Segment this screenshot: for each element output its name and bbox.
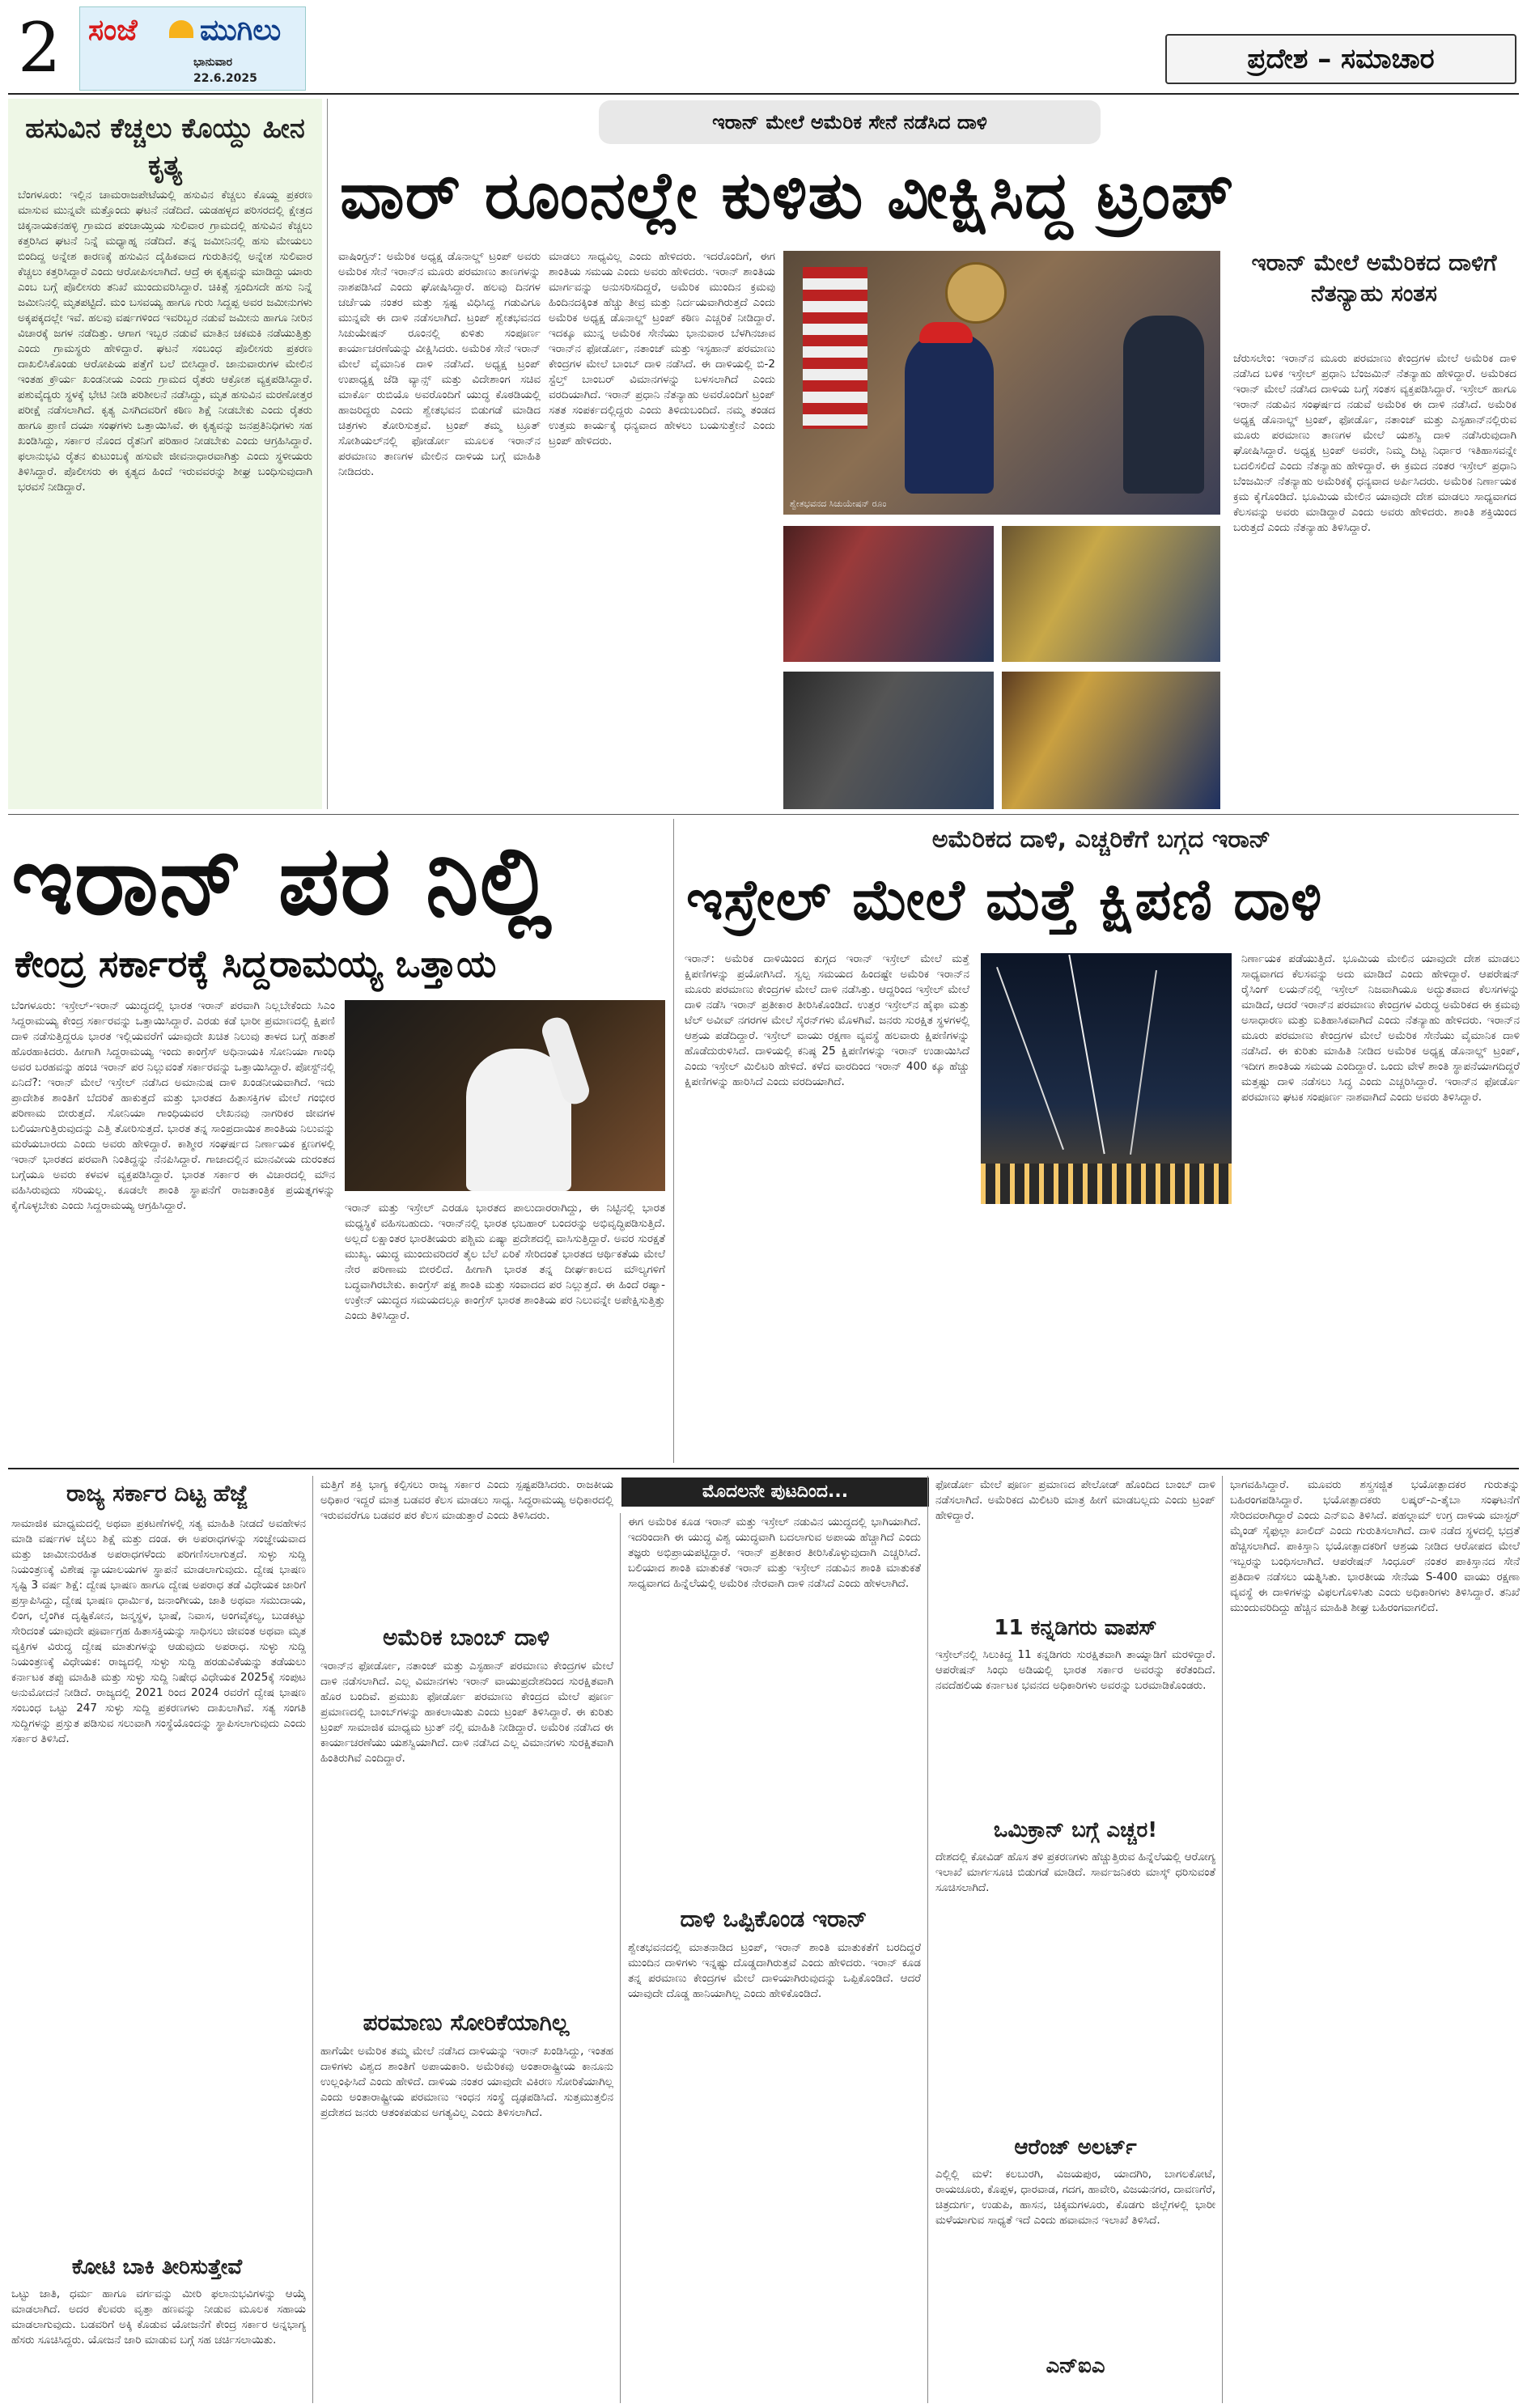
missile-trail <box>1130 970 1157 1155</box>
israel-story-body-1: ಇರಾನ್: ಅಮೆರಿಕ ದಾಳಿಯಿಂದ ಕುಗ್ಗದ ಇರಾನ್ ಇಸ್ರೇಲ್ ಮೇಲೆ ಮತ್ತೆ ಕ್ಷಿಪಣಿಗಳನ್ನು ಪ್ರಯೋಗಿಸಿದೆ. ಸ್ವಲ್ಪ ಸಮಯದ ಹಿಂದಷ್ಟೇ ಅಮೆರಿಕ ಇರಾನ್‌ನ ಮೂರು ಪರಮಾಣು ಕೇಂದ್ರಗಳ ಮೇಲೆ ದಾಳಿ ನಡೆಸಿತ್ತು. ಆದ್ದರಿಂದ ಇಸ್ರೇಲ್ ಮೇಲೆ ದಾಳಿ ನಡೆಸಿ ಇರಾನ್ ಪ್ರತೀಕಾರ ತೀರಿಸಿಕೊಂಡಿದೆ. ಉತ್ತರ ಇಸ್ರೇಲ್‌ನ ಹೈಫಾ ಮತ್ತು ಟೆಲ್ ಅವೀವ್ ನಗರಗಳ ಮೇಲೆ ಸೈರನ್‌ಗಳು ಮೊಳಗಿವೆ. ಜನರು ಸುರಕ್ಷಿತ ಸ್ಥಳಗಳಲ್ಲಿ ಆಶ್ರಯ ಪಡೆದಿದ್ದಾರೆ. ಇಸ್ರೇಲ್ ವಾಯು ರಕ್ಷಣಾ ವ್ಯವಸ್ಥೆ ಹಲವಾರು ಕ್ಷಿಪಣಿಗಳನ್ನು ಹೊಡೆದುರುಳಿಸಿದೆ. ದಾಳಿಯಲ್ಲಿ ಕನಿಷ್ಠ 25 ಕ್ಷಿಪಣಿಗಳನ್ನು ಇರಾನ್ ಉಡಾಯಿಸಿದೆ ಎಂದು ಇಸ್ರೇಲ್ ಮಿಲಿಟರಿ ಹೇಳಿದೆ. ಕಳೆದ ವಾರದಿಂದ ಇರಾನ್ 400 ಕ್ಕೂ ಹೆಚ್ಚು ಕ್ಷಿಪಣಿಗಳನ್ನು ಹಾರಿಸಿದೆ ಎಂದು ವರದಿಯಾಗಿದೆ. <box>685 952 969 1088</box>
missile-trail <box>996 967 1064 1150</box>
left-story-title: ಹಸುವಿನ ಕೆಚ್ಚಲು ಕೊಯ್ದು ಹೀನ ಕೃತ್ಯ <box>25 112 305 182</box>
masthead-day: ಭಾನುವಾರ <box>193 56 233 69</box>
top-story-kicker: ಇರಾನ್ ಮೇಲೆ ಅಮೆರಿಕ ಸೇನೆ ನಡೆಸಿದ ದಾಳಿ <box>599 100 1101 144</box>
iran-story-subheadline: ಕೇಂದ್ರ ಸರ್ಕಾರಕ್ಕೆ ಸಿದ್ದರಾಮಯ್ಯ ಒತ್ತಾಯ <box>15 942 497 986</box>
bottom-col4-title: 11 ಕನ್ನಡಿಗರು ವಾಪಸ್ <box>994 1616 1157 1640</box>
seal-graphic <box>945 262 1007 324</box>
divider <box>327 99 328 809</box>
siddaramaiah-photo <box>345 1000 665 1191</box>
iran-story-lead: ಬೆಂಗಳೂರು: ಇಸ್ರೇಲ್-ಇರಾನ್ ಯುದ್ಧದಲ್ಲಿ ಭಾರತ ಇರಾನ್ ಪರವಾಗಿ ನಿಲ್ಲಬೇಕೆಂದು ಸಿಎಂ ಸಿದ್ದರಾಮಯ್ಯ ಕೇಂದ್ರ ಸರ್ಕಾರವನ್ನು ಒತ್ತಾಯಿಸಿದ್ದಾರೆ. ಎರಡು ಕಡೆ ಭಾರೀ ಪ್ರಮಾಣದಲ್ಲಿ ಕ್ಷಿಪಣಿ ದಾಳಿ ನಡೆಸುತ್ತಿದ್ದರೂ ಭಾರತ ಇಲ್ಲಿಯವರೆಗೆ ಯಾವುದೇ ಖಚಿತ ನಿಲುವು ತಾಳದ ಬಗ್ಗೆ ಹತಾಶೆ ಹೊರಹಾಕಿದರು. ಹೀಗಾಗಿ ಸಿದ್ದರಾಮಯ್ಯ ಇಂದು ಕಾಂಗ್ರೆಸ್ ಅಧಿನಾಯಕಿ ಸೋನಿಯಾ ಗಾಂಧಿ ಅವರ ಬರಹವನ್ನು ಹಂಚಿ ಇರಾನ್ ಪರ ನಿಲ್ಲುವಂತೆ ಸರ್ಕಾರವನ್ನು ಒತ್ತಾಯಿಸಿದ್ದಾರೆ. ಪೋಸ್ಟ್‌ನಲ್ಲಿ ಏನಿದೆ?: ಇರಾನ್ ಮೇಲೆ ಇಸ್ರೇಲ್ ನಡೆಸಿದ ಅಮಾನುಷ ದಾಳಿ ಖಂಡನೀಯವಾಗಿದೆ. ಇದು ಪ್ರಾದೇಶಿಕ ಶಾಂತಿಗೆ ಬೆದರಿಕೆ ಹಾಕುತ್ತದೆ ಮತ್ತು ಭಾರತದ ಹಿತಾಸಕ್ತಿಗಳ ಮೇಲೆ ಗಂಭೀರ ಪರಿಣಾಮ ಬೀರುತ್ತದೆ. ಸೋನಿಯಾ ಗಾಂಧಿಯವರ ಲೇಖನವು ನಾಗರಿಕರ ಜೀವಗಳ ಬಲಿಯಾಗುತ್ತಿರುವುದನ್ನು ಎತ್ತಿ ತೋರಿಸುತ್ತದೆ. ಭಾರತ ತನ್ನ ಸಾಂಪ್ರದಾಯಿಕ ಶಾಂತಿಯ ನಿಲುವನ್ನು ಮರೆಯಬಾರದು ಎಂದು ಅವರು ಹೇಳಿದ್ದಾರೆ. ಕಾಶ್ಮೀರ ಸಂಘರ್ಷದ ನಿರ್ಣಾಯಕ ಕ್ಷಣಗಳಲ್ಲಿ ಇರಾನ್ ಭಾರತದ ಪರವಾಗಿ ನಿಂತಿದ್ದನ್ನು ನೆನಪಿಸಿದ್ದಾರೆ. ಗಾಜಾದಲ್ಲಿನ ಮಾನವೀಯ ದುರಂತದ ಬಗ್ಗೆಯೂ ಅವರು ಕಳವಳ ವ್ಯಕ್ತಪಡಿಸಿದ್ದಾರೆ. ಭಾರತ ಸರ್ಕಾರ ಈ ವಿಚಾರದಲ್ಲಿ ಮೌನ ವಹಿಸಿರುವುದು ಸರಿಯಲ್ಲ. ಕೂಡಲೇ ಶಾಂತಿ ಸ್ಥಾಪನೆಗೆ ರಾಜತಾಂತ್ರಿಕ ಪ್ರಯತ್ನಗಳನ್ನು ಕೈಗೊಳ್ಳಬೇಕು ಎಂದು ಸಿದ್ದರಾಮಯ್ಯ ಆಗ್ರಹಿಸಿದ್ದಾರೆ. <box>11 999 335 1212</box>
bottom-col2-top: ಮತ್ತಿಗೆ ಶಕ್ತಿ ಭಾಗ್ಯ ಕಲ್ಪಿಸಲು ರಾಜ್ಯ ಸರ್ಕಾರ ಎಂದು ಸ್ಪಷ್ಟಪಡಿಸಿದರು. ರಾಜಕೀಯ ಅಧಿಕಾರ ಇದ್ದರೆ ಮಾತ್ರ ಬಡವರ ಕೆಲಸ ಮಾಡಲು ಸಾಧ್ಯ. ಸಿದ್ಧರಾಮಯ್ಯ ಅಧಿಕಾರದಲ್ಲಿ ಇರುವವರೆಗೂ ಬಡವರ ಪರ ಕೆಲಸ ಮಾಡುತ್ತಾರೆ ಎಂದು ತಿಳಿಸಿದರು. <box>320 1478 613 1522</box>
israel-story-headline: ಇಸ್ರೇಲ್ ಮೇಲೆ ಮತ್ತೆ ಕ್ಷಿಪಣಿ ದಾಳಿ <box>686 867 1323 933</box>
section-label: ಪ್ರದೇಶ – ಸಮಾಚಾರ <box>1165 34 1516 84</box>
photo-officials-2 <box>1002 526 1220 662</box>
red-cap-figure <box>905 332 994 494</box>
section-rule-1 <box>8 814 1519 815</box>
missile-trail <box>1068 955 1105 1155</box>
bottom-col4-title-4: ಎನ್‌ಐಎ <box>1046 2354 1105 2378</box>
bottom-col1-body: ಸಾಮಾಜಿಕ ಮಾಧ್ಯಮದಲ್ಲಿ ಅಥವಾ ಪ್ರಕಟಣೆಗಳಲ್ಲಿ ಸತ್ಯ ಮಾಹಿತಿ ನೀಡದೆ ಅವಹೇಳನ ಮಾಡಿ ವರ್ಷಗಳ ಜೈಲು ಶಿಕ್ಷೆ ಮತ್ತು ದಂಡ. ಈ ಅಪರಾಧಗಳನ್ನು ಸಂಜ್ಞೇಯವಾದ ಮತ್ತು ಜಾಮೀನುರಹಿತ ಅಪರಾಧಗಳೆಂದು ಪರಿಗಣಿಸಲಾಗುತ್ತದೆ. ಸುಳ್ಳು ಸುದ್ದಿ ನಿಯಂತ್ರಣಕ್ಕೆ ವಿಶೇಷ ನ್ಯಾಯಾಲಯಗಳ ಸ್ಥಾಪನೆ ಮಾಡಲಾಗುವುದು. ದ್ವೇಷ ಭಾಷಣ ಸೃಷ್ಟಿ 3 ವರ್ಷ ಶಿಕ್ಷೆ: ದ್ವೇಷ ಭಾಷಣ ಹಾಗೂ ದ್ವೇಷ ಅಪರಾಧ ತಡೆ ವಿಧೇಯಕ ಜಾರಿಗೆ ಪ್ರಸ್ತಾಪಿಸಿದ್ದು, ದ್ವೇಷ ಭಾಷಣ ಧಾರ್ಮಿಕ, ಜನಾಂಗೀಯ, ಜಾತಿ ಅಥವಾ ಸಮುದಾಯ, ಲಿಂಗ, ಲೈಂಗಿಕ ದೃಷ್ಟಿಕೋನ, ಜನ್ಮಸ್ಥಳ, ಭಾಷೆ, ನಿವಾಸ, ಅಂಗವೈಕಲ್ಯ, ಬುಡಕಟ್ಟು ಸೇರಿದಂತೆ ಯಾವುದೇ ಪೂರ್ವಾಗ್ರಹ ಹಿತಾಸಕ್ತಿಯನ್ನು ಸಾಧಿಸಲು ಜೀವಂತ ಅಥವಾ ಮೃತ ವ್ಯಕ್ತಿಗಳ ವಿರುದ್ಧ ದ್ವೇಷ ಮಾತುಗಳನ್ನು ಆಡುವುದು ಅಪರಾಧ. ಸುಳ್ಳು ಸುದ್ದಿ ನಿಯಂತ್ರಣಕ್ಕೆ ವಿಧೇಯಕ: ರಾಜ್ಯದಲ್ಲಿ ಸುಳ್ಳು ಸುದ್ದಿ ಹರಡುವಿಕೆಯನ್ನು ತಡೆಯಲು ಕರ್ನಾಟಕ ತಪ್ಪು ಮಾಹಿತಿ ಮತ್ತು ಸುಳ್ಳು ಸುದ್ದಿ ನಿಷೇಧ ವಿಧೇಯಕ 2025ಕ್ಕೆ ಸಂಪುಟ ಅನುಮೋದನೆ ನೀಡಿದೆ. ರಾಜ್ಯದಲ್ಲಿ 2021 ರಿಂದ 2024 ರವರೆಗೆ ದ್ವೇಷ ಭಾಷಣ ಸಂಬಂಧ ಒಟ್ಟು 247 ಸುಳ್ಳು ಸುದ್ದಿ ಪ್ರಕರಣಗಳು ದಾಖಲಾಗಿವೆ. ಸತ್ಯ ಸಂಗತಿ ಸುದ್ದಿಗಳನ್ನು ಪ್ರಸ್ತುತ ಪಡಿಸುವ ಸಲುವಾಗಿ ಸಂಸ್ಥೆಯೊಂದನ್ನು ಸ್ಥಾಪಿಸಲಾಗುವುದು ಎಂದು ಸರ್ಕಾರ ತಿಳಿಸಿದೆ. <box>11 1517 306 1745</box>
bottom-col4-body-4: ಎಲ್ಲಿಲ್ಲಿ ಮಳೆ: ಕಲಬುರಗಿ, ವಿಜಯಪುರ, ಯಾದಗಿರಿ, ಬಾಗಲಕೋಟೆ, ರಾಯಚೂರು, ಕೊಪ್ಪಳ, ಧಾರವಾಡ, ಗದಗ, ಹಾವೇರಿ, ವಿಜಯನಗರ, ದಾವಣಗೆರೆ, ಚಿತ್ರದುರ್ಗ, ಉಡುಪಿ, ಹಾಸನ, ಚಿಕ್ಕಮಗಳೂರು, ಕೊಡಗು ಜಿಲ್ಲೆಗಳಲ್ಲಿ ಭಾರೀ ಮಳೆಯಾಗುವ ಸಾಧ್ಯತೆ ಇದೆ ಎಂದು ಹವಾಮಾನ ಇಲಾಖೆ ತಿಳಿಸಿದೆ. <box>935 2168 1215 2227</box>
logo-word-1: ಸಂಜೆ <box>88 14 138 47</box>
bottom-col4-body-2: ಇಸ್ರೇಲ್‌ನಲ್ಲಿ ಸಿಲುಕಿದ್ದ 11 ಕನ್ನಡಿಗರು ಸುರಕ್ಷಿತವಾಗಿ ತಾಯ್ನಾಡಿಗೆ ಮರಳಿದ್ದಾರೆ. ಆಪರೇಷನ್ ಸಿಂಧು ಅಡಿಯಲ್ಲಿ ಭಾರತ ಸರ್ಕಾರ ಅವರನ್ನು ಕರೆತಂದಿದೆ. ನವದೆಹಲಿಯ ಕರ್ನಾಟಕ ಭವನದ ಅಧಿಕಾರಿಗಳು ಅವರನ್ನು ಬರಮಾಡಿಕೊಂಡರು. <box>935 1648 1215 1692</box>
side-box-title: ಇರಾನ್ ಮೇಲೆ ಅಮೆರಿಕದ ದಾಳಿಗೆ ನೆತನ್ಯಾಹು ಸಂತಸ <box>1251 249 1497 307</box>
bottom-col4-title-3: ಆರೆಂಜ್ ಅಲರ್ಟ್ <box>1014 2135 1137 2160</box>
war-room-caption: ಶ್ವೇತಭವನದ ಸಿಚುಯೇಷನ್ ರೂಂ <box>790 498 887 509</box>
city-skyline <box>981 1164 1232 1204</box>
iran-story-headline: ಇರಾನ್ ಪರ ನಿಲ್ಲಿ <box>11 825 553 936</box>
israel-story-col-2: ನಿರ್ಣಾಯಕ ಪಡೆಯುತ್ತಿದೆ. ಭೂಮಿಯ ಮೇಲಿನ ಯಾವುದೇ ದೇಶ ಮಾಡಲು ಸಾಧ್ಯವಾಗದ ಕೆಲಸವನ್ನು ಅದು ಮಾಡಿದೆ ಎಂದು ಹೇಳಿದ್ದಾರೆ. ಆಪರೇಷನ್ ರೈಸಿಂಗ್ ಲಯನ್‌ನಲ್ಲಿ ಇಸ್ರೇಲ್ ನಿಜವಾಗಿಯೂ ಅದ್ಭುತವಾದ ಕೆಲಸಗಳನ್ನು ಮಾಡಿದೆ, ಆದರೆ ಇರಾನ್‌ನ ಪರಮಾಣು ಕೇಂದ್ರಗಳ ವಿರುದ್ಧ ಅಮೆರಿಕದ ಈ ಕ್ರಮವು ಅಸಾಧಾರಣ ಮತ್ತು ಐತಿಹಾಸಿಕವಾಗಿದೆ ಎಂದು ನೆತನ್ಯಾಹು ಹೇಳಿದರು. ಇರಾನ್‌ನ ಮೂರು ಪರಮಾಣು ಕೇಂದ್ರಗಳ ಮೇಲೆ ಅಮೆರಿಕ ಸೇನೆಯು ವೈಮಾನಿಕ ದಾಳಿ ನಡೆಸಿದೆ. ಈ ಕುರಿತು ಮಾಹಿತಿ ನೀಡಿದ ಅಮೆರಿಕ ಅಧ್ಯಕ್ಷ ಡೊನಾಲ್ಡ್ ಟ್ರಂಪ್, ಇದೀಗ ಶಾಂತಿಯ ಸಮಯ ಎಂದಿದ್ದಾರೆ. ಒಂದು ವೇಳೆ ಶಾಂತಿ ಸ್ಥಾಪನೆಯಾಗದಿದ್ದರೆ ಮತ್ತಷ್ಟು ದಾಳಿ ನಡೆಸಲು ಸಿದ್ಧ ಎಂದು ಎಚ್ಚರಿಸಿದ್ದಾರೆ. ಇರಾನ್‌ನ ಫೋರ್ಡೊ ಪರಮಾಣು ಘಟಕ ಸಂಪೂರ್ಣ ನಾಶವಾಗಿದೆ ಎಂದು ಅವರು ತಿಳಿಸಿದ್ದಾರೆ. <box>1241 952 1520 1104</box>
bottom-col5-body: ಭಾಗವಹಿಸಿದ್ದಾರೆ. ಮೂವರು ಶಸ್ತ್ರಸಜ್ಜಿತ ಭಯೋತ್ಪಾದಕರ ಗುರುತನ್ನು ಬಹಿರಂಗಪಡಿಸಿದ್ದಾರೆ. ಭಯೋತ್ಪಾದಕರು ಲಷ್ಕರ್-ಎ-ತೈಬಾ ಸಂಘಟನೆಗೆ ಸೇರಿದವರಾಗಿದ್ದಾರೆ ಎಂದು ಎನ್‌ಐಎ ತಿಳಿಸಿದೆ. ಪಹಲ್ಗಾಮ್ ಉಗ್ರ ದಾಳಿಯ ಮಾಸ್ಟರ್ ಮೈಂಡ್ ಸೈಫುಲ್ಲಾ ಖಾಲಿದ್ ಎಂದು ಗುರುತಿಸಲಾಗಿದೆ. ದಾಳಿ ನಡೆದ ಸ್ಥಳದಲ್ಲಿ ಭದ್ರತೆ ಹೆಚ್ಚಿಸಲಾಗಿದೆ. ಪಾಕಿಸ್ತಾನಿ ಭಯೋತ್ಪಾದಕರಿಗೆ ಆಶ್ರಯ ನೀಡಿದ ಆರೋಪದ ಮೇಲೆ ಇಬ್ಬರನ್ನು ಬಂಧಿಸಲಾಗಿದೆ. ಆಪರೇಷನ್ ಸಿಂಧೂರ್ ನಂತರ ಪಾಕಿಸ್ತಾನದ ಸೇನೆ ಪ್ರತಿದಾಳಿ ನಡೆಸಲು ಯತ್ನಿಸಿತು. ಭಾರತೀಯ ಸೇನೆಯ S-400 ವಾಯು ರಕ್ಷಣಾ ವ್ಯವಸ್ಥೆ ಈ ದಾಳಿಗಳನ್ನು ವಿಫಲಗೊಳಿಸಿತು ಎಂದು ಅಧಿಕಾರಿಗಳು ತಿಳಿಸಿದ್ದಾರೆ. ತನಿಖೆ ಮುಂದುವರಿದಿದ್ದು ಹೆಚ್ಚಿನ ಮಾಹಿತಿ ಶೀಘ್ರ ಬಹಿರಂಗವಾಗಲಿದೆ. <box>1230 1478 1520 1614</box>
bottom-col2-title-2: ಪರಮಾಣು ಸೋರಿಕೆಯಾಗಿಲ್ಲ <box>363 2009 570 2036</box>
masthead-date: 22.6.2025 <box>193 72 257 85</box>
sun-icon <box>169 20 193 38</box>
divider <box>312 1476 313 2403</box>
left-story-body: ಬೆಂಗಳೂರು: ಇಲ್ಲಿನ ಚಾಮರಾಜಪೇಟೆಯಲ್ಲಿ ಹಸುವಿನ ಕೆಚ್ಚಲು ಕೊಯ್ದ ಪ್ರಕರಣ ಮಾಸುವ ಮುನ್ನವೇ ಮತ್ತೊಂದು ಘಟನೆ ನಡೆದಿದೆ. ಯಡಹಳ್ಳದ ಪರಿಸರದಲ್ಲಿ ಕ್ಷೇತ್ರದ ಚಿಕ್ಕನಾಯಕನಹಳ್ಳಿ ಗ್ರಾಮದ ಪಂಚಾಯ್ತಿಯ ಸುಲಿವಾರ ಗ್ರಾಮದಲ್ಲಿ ಹಸುವಿನ ಕೆಚ್ಚಲು ಕತ್ತರಿಸಿದ ಘಟನೆ ನಿನ್ನೆ ಮಧ್ಯಾಹ್ನ ನಡೆದಿದೆ. ತನ್ನ ಜಮೀನಿನಲ್ಲಿ ಹಸು ಮೇಯಲು ಬಿಂದಿದ್ದ ಅನ್ನೇಶ ಕಾರಣಕ್ಕೆ ಹಸುವಿನ ದೈಹಿಕವಾದ ಗುರುತಿನಲ್ಲಿ ಅನ್ನೇಶ ಸುಲಿವಾರ ಕೆಚ್ಚಲು ಕತ್ತರಿಸಿದ್ದಾರೆ ಎಂದು ಆರೋಪಿಸಲಾಗಿದೆ. ಆದ್ರೆ ಈ ಕೃತ್ಯವನ್ನು ಮಾಡಿದ್ದು ಯಾರು ಎಂಬ ಬಗ್ಗೆ ಪೊಲೀಸರು ತನಿಖೆ ಮುಂದುವರಿಸಿದ್ದಾರೆ. ಚಿಕಿತ್ಸೆ ಸ್ಪಂದಿಸದೇ ಹಸು ನಿನ್ನೆ ಜಮೀನಿನಲ್ಲಿ ಮೃತಪಟ್ಟಿದೆ. ಮಂ ಬಸವಯ್ಯ ಹಾಗೂ ಗುರು ಸಿದ್ದಪ್ಪ ಅವರ ಜಮೀನುಗಳು ಅಕ್ಕಪಕ್ಕದಲ್ಲೇ ಇವೆ. ಹಲವು ವರ್ಷಗಳಿಂದ ಇವರಿಬ್ಬರ ನಡುವೆ ಜಮೀನು ಹಾಗೂ ನೀರಿನ ವಿಚಾರಕ್ಕೆ ಜಗಳ ನಡೆದಿತ್ತು. ಆಗಾಗ ಇಬ್ಬರ ನಡುವೆ ಮಾತಿನ ಚಕಮಕಿ ನಡೆಯುತ್ತಿತ್ತು ಎಂದು ಗ್ರಾಮಸ್ಥರು ಹೇಳಿದ್ದಾರೆ. ಘಟನೆ ಸಂಬಂಧ ಪೊಲೀಸರು ಪ್ರಕರಣ ದಾಖಲಿಸಿಕೊಂಡು ಆರೋಪಿಯ ಪತ್ತೆಗೆ ಬಲೆ ಬೀಸಿದ್ದಾರೆ. ಜಾನುವಾರುಗಳ ಮೇಲಿನ ಇಂತಹ ಕ್ರೌರ್ಯ ಖಂಡನೀಯ ಎಂದು ಗ್ರಾಮದ ರೈತರು ಆಕ್ರೋಶ ವ್ಯಕ್ತಪಡಿಸಿದ್ದಾರೆ. ಪಶುವೈದ್ಯರು ಸ್ಥಳಕ್ಕೆ ಭೇಟಿ ನೀಡಿ ಪರಿಶೀಲನೆ ನಡೆಸಿದ್ದು, ಮೃತ ಹಸುವಿನ ಮರಣೋತ್ತರ ಪರೀಕ್ಷೆ ನಡೆಸಲಾಗಿದೆ. ಕೃತ್ಯ ಎಸಗಿದವರಿಗೆ ಕಠಿಣ ಶಿಕ್ಷೆ ನೀಡಬೇಕು ಎಂದು ರೈತರು ಹಾಗೂ ಪ್ರಾಣಿ ದಯಾ ಸಂಘಗಳು ಒತ್ತಾಯಿಸಿವೆ. ಈ ಕೃತ್ಯವನ್ನು ಜನಪ್ರತಿನಿಧಿಗಳು ಸಹ ಖಂಡಿಸಿದ್ದು, ಸರ್ಕಾರ ನೊಂದ ರೈತನಿಗೆ ಪರಿಹಾರ ನೀಡಬೇಕು ಎಂದು ಆಗ್ರಹಿಸಿದ್ದಾರೆ. ಫಲಾನುಭವಿ ರೈತನ ಕುಟುಂಬಕ್ಕೆ ಹಸುವೇ ಜೀವನಾಧಾರವಾಗಿತ್ತು ಎಂದು ಸ್ಥಳೀಯರು ತಿಳಿಸಿದ್ದಾರೆ. ಪೊಲೀಸರು ಈ ಕೃತ್ಯದ ಹಿಂದೆ ಇರುವವರನ್ನು ಶೀಘ್ರ ಬಂಧಿಸುವುದಾಗಿ ಭರವಸೆ ನೀಡಿದ್ದಾರೆ. <box>18 189 312 494</box>
logo-word-2: ಮುಗಿಲು <box>200 14 282 47</box>
bottom-col3-body: ಈಗ ಅಮೆರಿಕ ಕೂಡ ಇರಾನ್ ಮತ್ತು ಇಸ್ರೇಲ್ ನಡುವಿನ ಯುದ್ಧದಲ್ಲಿ ಭಾಗಿಯಾಗಿದೆ. ಇದರಿಂದಾಗಿ ಈ ಯುದ್ಧ ವಿಶ್ವ ಯುದ್ಧವಾಗಿ ಬದಲಾಗುವ ಅಪಾಯ ಹೆಚ್ಚಾಗಿದೆ ಎಂದು ತಜ್ಞರು ಅಭಿಪ್ರಾಯಪಟ್ಟಿದ್ದಾರೆ. ಇರಾನ್ ಪ್ರತೀಕಾರ ತೀರಿಸಿಕೊಳ್ಳುವುದಾಗಿ ಎಚ್ಚರಿಸಿದೆ. ಬಲಿಯಾದ ಶಾಂತಿ ಮಾತುಕತೆ ಇರಾನ್ ಮತ್ತು ಇಸ್ರೇಲ್ ನಡುವಿನ ಶಾಂತಿ ಮಾತುಕತೆ ಸಾಧ್ಯವಾಗದ ಹಿನ್ನೆಲೆಯಲ್ಲಿ ಅಮೆರಿಕ ನೇರವಾಗಿ ದಾಳಿ ನಡೆಸಿದೆ ಎಂದು ಹೇಳಲಾಗಿದೆ. <box>628 1516 921 1590</box>
side-figure <box>1123 316 1204 494</box>
divider <box>620 1513 621 2403</box>
war-room-photo <box>783 251 1220 515</box>
bottom-col4-body-3: ದೇಶದಲ್ಲಿ ಕೋವಿಡ್ ಹೊಸ ತಳಿ ಪ್ರಕರಣಗಳು ಹೆಚ್ಚುತ್ತಿರುವ ಹಿನ್ನೆಲೆಯಲ್ಲಿ ಆರೋಗ್ಯ ಇಲಾಖೆ ಮಾರ್ಗಸೂಚಿ ಬಿಡುಗಡೆ ಮಾಡಿದೆ. ಸಾರ್ವಜನಿಕರು ಮಾಸ್ಕ್ ಧರಿಸುವಂತೆ ಸೂಚಿಸಲಾಗಿದೆ. <box>935 1851 1215 1894</box>
flag-graphic <box>803 267 867 429</box>
iran-story-col-2: ಇರಾನ್ ಮತ್ತು ಇಸ್ರೇಲ್ ಎರಡೂ ಭಾರತದ ಪಾಲುದಾರರಾಗಿದ್ದು, ಈ ನಿಟ್ಟಿನಲ್ಲಿ ಭಾರತ ಮಧ್ಯಸ್ಥಿಕೆ ವಹಿಸಬಹುದು. ಇರಾನ್‌ನಲ್ಲಿ ಭಾರತ ಛಬಹಾರ್ ಬಂದರನ್ನು ಅಭಿವೃದ್ಧಿಪಡಿಸುತ್ತಿದೆ. ಅಲ್ಲದೆ ಲಕ್ಷಾಂತರ ಭಾರತೀಯರು ಪಶ್ಚಿಮ ಏಷ್ಯಾ ಪ್ರದೇಶದಲ್ಲಿ ವಾಸಿಸುತ್ತಿದ್ದಾರೆ. ಅವರ ಸುರಕ್ಷತೆ ಮುಖ್ಯ. ಯುದ್ಧ ಮುಂದುವರಿದರೆ ತೈಲ ಬೆಲೆ ಏರಿಕೆ ಸೇರಿದಂತೆ ಭಾರತದ ಆರ್ಥಿಕತೆಯ ಮೇಲೆ ನೇರ ಪರಿಣಾಮ ಬೀರಲಿದೆ. ಹೀಗಾಗಿ ಭಾರತ ತನ್ನ ದೀರ್ಘಕಾಲದ ಮೌಲ್ಯಗಳಿಗೆ ಬದ್ಧವಾಗಿರಬೇಕು. ಕಾಂಗ್ರೆಸ್ ಪಕ್ಷ ಶಾಂತಿ ಮತ್ತು ಸಂವಾದದ ಪರ ನಿಲ್ಲುತ್ತದೆ. ಈ ಹಿಂದೆ ರಷ್ಯಾ-ಉಕ್ರೇನ್ ಯುದ್ಧದ ಸಮಯದಲ್ಲೂ ಕಾಂಗ್ರೆಸ್ ಭಾರತ ಶಾಂತಿಯ ಪರ ನಿಲುವನ್ನೇ ಅಪೇಕ್ಷಿಸುತ್ತಿತ್ತು ಎಂದು ತಿಳಿಸಿದ್ದಾರೆ. <box>345 1202 665 1322</box>
red-cap <box>919 322 973 343</box>
bottom-col1-title-2: ಕೋಟಿ ಬಾಕಿ ತೀರಿಸುತ್ತೇವೆ <box>71 2255 243 2279</box>
bottom-col2-title: ಅಮೆರಿಕ ಬಾಂಬ್ ದಾಳಿ <box>383 1624 549 1651</box>
bottom-col3-title: ದಾಳಿ ಒಪ್ಪಿಕೊಂಡ ಇರಾನ್ <box>680 1906 867 1932</box>
top-story-col-2: ಮಾಡಲು ಸಾಧ್ಯವಿಲ್ಲ ಎಂದು ಹೇಳಿದರು. ಇದರೊಂದಿಗೆ, ಈಗ ಶಾಂತಿಯ ಸಮಯ ಎಂದು ಅವರು ಹೇಳಿದರು. ಇರಾನ್ ಶಾಂತಿಯ ಮಾರ್ಗವನ್ನು ಅನುಸರಿಸದಿದ್ದರೆ, ಅಮೆರಿಕ ಮುಂದಿನ ಕ್ರಮವು ಹಿಂದಿನದಕ್ಕಿಂತ ಹೆಚ್ಚು ತೀವ್ರ ಮತ್ತು ನಿರ್ದಯವಾಗಿರುತ್ತದೆ ಎಂದು ಅಮೆರಿಕ ಅಧ್ಯಕ್ಷ ಡೊನಾಲ್ಡ್ ಟ್ರಂಪ್ ಕಠಿಣ ಎಚ್ಚರಿಕೆ ನೀಡಿದ್ದಾರೆ. ಇದಕ್ಕೂ ಮುನ್ನ ಅಮೆರಿಕ ಸೇನೆಯು ಭಾನುವಾರ ಬೆಳಗಿನಜಾವ ಇರಾನ್‌ನ ಫೋರ್ಡೋ, ನತಾಂಜ್ ಮತ್ತು ಇಸ್ಫಹಾನ್ ಪರಮಾಣು ಕೇಂದ್ರಗಳ ಮೇಲೆ ಬಾಂಬ್ ದಾಳಿ ನಡೆಸಿದೆ. ಈ ದಾಳಿಯಲ್ಲಿ ಬಿ-2 ಸ್ಟೆಲ್ತ್ ಬಾಂಬರ್ ವಿಮಾನಗಳನ್ನು ಬಳಸಲಾಗಿದೆ ಎಂದು ವರದಿಯಾಗಿದೆ. ಇರಾನ್ ಪ್ರಧಾನಿ ನೆತನ್ಯಾಹು ಅವರೊಂದಿಗೆ ಟ್ರಂಪ್ ಸತತ ಸಂಪರ್ಕದಲ್ಲಿದ್ದರು ಎಂದು ತಿಳಿದುಬಂದಿದೆ. ನಮ್ಮ ತಂಡದ ಉತ್ತಮ ಕಾರ್ಯಕ್ಕೆ ಧನ್ಯವಾದ ಹೇಳಲು ಬಯಸುತ್ತೇನೆ ಎಂದು ಟ್ರಂಪ್ ಹೇಳಿದರು. <box>549 250 775 447</box>
side-box-body: ಜೆರುಸಲೇಂ: ಇರಾನ್‌ನ ಮೂರು ಪರಮಾಣು ಕೇಂದ್ರಗಳ ಮೇಲೆ ಅಮೆರಿಕ ದಾಳಿ ನಡೆಸಿದ ಬಳಿಕ ಇಸ್ರೇಲ್ ಪ್ರಧಾನಿ ಬೆಂಜಮಿನ್ ನೆತನ್ಯಾಹು ಹೇಳಿದ್ದಾರೆ. ಅಮೆರಿಕದ ಇರಾನ್ ಮೇಲೆ ನಡೆಸಿದ ದಾಳಿಯ ಬಗ್ಗೆ ಸಂತಸ ವ್ಯಕ್ತಪಡಿಸಿದ್ದಾರೆ. ಇಸ್ರೇಲ್ ಹಾಗೂ ಇರಾನ್ ನಡುವಿನ ಸಂಘರ್ಷದ ನಡುವೆ ಅಮೆರಿಕ ಈ ದಾಳಿ ನಡೆಸಿದೆ. ಅಮೆರಿಕ ಅಧ್ಯಕ್ಷ ಡೊನಾಲ್ಡ್ ಟ್ರಂಪ್, ಫೋರ್ಡೊ, ನತಾಂಜ್ ಮತ್ತು ಎಸ್ಫಹಾನ್‌ನಲ್ಲಿರುವ ಮೂರು ಪರಮಾಣು ತಾಣಗಳ ಮೇಲೆ ಯಶಸ್ವಿ ದಾಳಿ ನಡೆಸಿರುವುದಾಗಿ ಘೋಷಿಸಿದ್ದಾರೆ. ಅಧ್ಯಕ್ಷ ಟ್ರಂಪ್ ಅವರೇ, ನಿಮ್ಮ ದಿಟ್ಟ ನಿರ್ಧಾರ ಇತಿಹಾಸವನ್ನೇ ಬದಲಿಸಲಿದೆ ಎಂದು ನೆತನ್ಯಾಹು ಹೇಳಿದ್ದಾರೆ. ಈ ಕ್ರಮದ ನಂತರ ಇಸ್ರೇಲ್ ಪ್ರಧಾನಿ ಬೆಂಜಮಿನ್ ನೆತನ್ಯಾಹು ಅಮೆರಿಕಕ್ಕೆ ಧನ್ಯವಾದ ಅರ್ಪಿಸಿದರು. ಅಮೆರಿಕ ನಿರ್ಣಾಯಕ ಕ್ರಮ ಕೈಗೊಂಡಿದೆ. ಭೂಮಿಯ ಮೇಲಿನ ಯಾವುದೇ ದೇಶ ಮಾಡಲು ಸಾಧ್ಯವಾಗದ ಕೆಲಸವನ್ನು ಅವರು ಮಾಡಿದ್ದಾರೆ ಎಂದು ಅವರು ಹೇಳಿದರು. ಶಾಂತಿ ಶಕ್ತಿಯಿಂದ ಬರುತ್ತದೆ ಎಂದು ನೆತನ್ಯಾಹು ತಿಳಿಸಿದ್ದಾರೆ. <box>1233 352 1516 534</box>
masthead-rule <box>8 93 1519 95</box>
divider <box>673 819 674 1463</box>
bottom-col2-body: ಇರಾನ್‌ನ ಫೋರ್ಡೋ, ನತಾಂಜ್ ಮತ್ತು ಎಸ್ಫಹಾನ್ ಪರಮಾಣು ಕೇಂದ್ರಗಳ ಮೇಲೆ ದಾಳಿ ನಡೆಸಲಾಗಿದೆ. ಎಲ್ಲ ವಿಮಾನಗಳು ಇರಾನ್ ವಾಯುಪ್ರದೇಶದಿಂದ ಸುರಕ್ಷಿತವಾಗಿ ಹೊರ ಬಂದಿವೆ. ಪ್ರಮುಖ ಫೋರ್ಡೋ ಪರಮಾಣು ಕೇಂದ್ರದ ಮೇಲೆ ಪೂರ್ಣ ಪ್ರಮಾಣದಲ್ಲಿ ಬಾಂಬ್‌ಗಳನ್ನು ಹಾಕಲಾಯಿತು ಎಂದು ಟ್ರಂಪ್ ತಿಳಿಸಿದ್ದಾರೆ. ಈ ಕುರಿತು ಟ್ರಂಪ್ ಸಾಮಾಜಿಕ ಮಾಧ್ಯಮ ಟ್ರುತ್ ನಲ್ಲಿ ಮಾಹಿತಿ ನೀಡಿದ್ದಾರೆ. ಅಮೆರಿಕ ನಡೆಸಿದ ಈ ಕಾರ್ಯಾಚರಣೆಯು ಯಶಸ್ವಿಯಾಗಿದೆ. ದಾಳಿ ನಡೆಸಿದ ಎಲ್ಲ ವಿಮಾನಗಳು ಸುರಕ್ಷಿತವಾಗಿ ಹಿಂತಿರುಗಿವೆ ಎಂದಿದ್ದಾರೆ. <box>320 1660 613 1765</box>
bottom-col3-body-2: ಶ್ವೇತಭವನದಲ್ಲಿ ಮಾತನಾಡಿದ ಟ್ರಂಪ್, ಇರಾನ್ ಶಾಂತಿ ಮಾತುಕತೆಗೆ ಬರದಿದ್ದರೆ ಮುಂದಿನ ದಾಳಿಗಳು ಇನ್ನಷ್ಟು ದೊಡ್ಡದಾಗಿರುತ್ತವೆ ಎಂದು ಹೇಳಿದರು. ಇರಾನ್ ಕೂಡ ತನ್ನ ಪರಮಾಣು ಕೇಂದ್ರಗಳ ಮೇಲೆ ದಾಳಿಯಾಗಿರುವುದನ್ನು ಒಪ್ಪಿಕೊಂಡಿದೆ. ಆದರೆ ಯಾವುದೇ ದೊಡ್ಡ ಹಾನಿಯಾಗಿಲ್ಲ ಎಂದು ಹೇಳಿಕೊಂಡಿದೆ. <box>628 1941 921 2000</box>
missile-photo <box>981 953 1232 1204</box>
side-box <box>1228 248 1520 809</box>
divider <box>927 1476 928 2403</box>
israel-story-kicker: ಅಮೆರಿಕದ ದಾಳಿ, ಎಚ್ಚರಿಕೆಗೆ ಬಗ್ಗದ ಇರಾನ್ <box>931 825 1271 854</box>
bottom-col1-body-2: ಒಟ್ಟು ಜಾತಿ, ಧರ್ಮ ಹಾಗೂ ವರ್ಗವನ್ನು ಮೀರಿ ಫಲಾನುಭವಿಗಳನ್ನು ಆಯ್ಕೆ ಮಾಡಲಾಗಿದೆ. ಅದರ ಕೆಲವರು ವೃತ್ತಾ ಹಣವನ್ನು ನೀಡುವ ಮೂಲಕ ಸಹಾಯ ಮಾಡಲಾಗುವುದು. ಬಡವರಿಗೆ ಅಕ್ಕಿ ಕೊಡುವ ಯೋಜನೆಗೆ ಕೇಂದ್ರ ಸರ್ಕಾರ ಅನ್ನಭಾಗ್ಯ ಹೆಸರು ಸೂಚಿಸಿದ್ದರು. ಯೋಜನೆ ಜಾರಿ ಮಾಡುವ ಬಗ್ಗೆ ಸಹ ಚರ್ಚಿಸಲಾಯಿತು. <box>11 2287 306 2347</box>
masthead <box>0 0 1527 95</box>
bottom-col2-body-2: ಹಾಗೆಯೇ ಅಮೆರಿಕ ತಮ್ಮ ಮೇಲೆ ನಡೆಸಿದ ದಾಳಿಯನ್ನು ಇರಾನ್ ಖಂಡಿಸಿದ್ದು, ಇಂತಹ ದಾಳಿಗಳು ವಿಶ್ವದ ಶಾಂತಿಗೆ ಅಪಾಯಕಾರಿ. ಅಮೆರಿಕವು ಅಂತಾರಾಷ್ಟ್ರೀಯ ಕಾನೂನು ಉಲ್ಲಂಘಿಸಿದೆ ಎಂದು ಹೇಳಿದೆ. ದಾಳಿಯ ನಂತರ ಯಾವುದೇ ವಿಕಿರಣ ಸೋರಿಕೆಯಾಗಿಲ್ಲ ಎಂದು ಅಂತಾರಾಷ್ಟ್ರೀಯ ಪರಮಾಣು ಇಂಧನ ಸಂಸ್ಥೆ ದೃಢಪಡಿಸಿದೆ. ಸುತ್ತಮುತ್ತಲಿನ ಪ್ರದೇಶದ ಜನರು ಆತಂಕಪಡುವ ಅಗತ್ಯವಿಲ್ಲ ಎಂದು ತಿಳಿಸಲಾಗಿದೆ. <box>320 2045 613 2119</box>
page-number: 2 <box>18 8 62 87</box>
israel-story-col-1a <box>685 952 969 1461</box>
bottom-col1-title: ರಾಜ್ಯ ಸರ್ಕಾರ ದಿಟ್ಟ ಹೆಜ್ಜೆ <box>66 1480 248 1507</box>
top-story-headline: ವಾರ್ ರೂಂನಲ್ಲೇ ಕುಳಿತು ವೀಕ್ಷಿಸಿದ್ದ ಟ್ರಂಪ್ <box>340 158 1235 233</box>
photo-officials-4 <box>1002 672 1220 809</box>
photo-officials-3 <box>783 672 994 809</box>
masthead-logo <box>79 6 306 91</box>
left-story <box>8 99 322 809</box>
photo-officials-1 <box>783 526 994 662</box>
top-story-col-1: ವಾಷಿಂಗ್ಟನ್: ಅಮೆರಿಕ ಅಧ್ಯಕ್ಷ ಡೊನಾಲ್ಡ್ ಟ್ರಂಪ್ ಅವರು ಅಮೆರಿಕ ಸೇನೆ ಇರಾನ್‌ನ ಮೂರು ಪರಮಾಣು ತಾಣಗಳನ್ನು ನಾಶಪಡಿಸಿದೆ ಎಂದು ಘೋಷಿಸಿದ್ದಾರೆ. ಹಲವು ದಿನಗಳ ಚರ್ಚೆಯ ನಂತರ ಮತ್ತು ಸ್ಪಷ್ಟ ವಿಧಿಸಿದ್ದ ಗಡುವಿಗೂ ಮುನ್ನವೇ ಈ ದಾಳಿ ನಡೆಸಲಾಗಿದೆ. ಟ್ರಂಪ್ ಶ್ವೇತಭವನದ ಸಿಚುಯೇಷನ್ ರೂಂನಲ್ಲಿ ಕುಳಿತು ಸಂಪೂರ್ಣ ಕಾರ್ಯಾಚರಣೆಯನ್ನು ವೀಕ್ಷಿಸಿದರು. ಅಮೆರಿಕ ಸೇನೆ ಇರಾನ್ ಮೇಲೆ ವೈಮಾನಿಕ ದಾಳಿ ನಡೆಸಿದೆ. ಅಧ್ಯಕ್ಷ ಟ್ರಂಪ್ ಉಪಾಧ್ಯಕ್ಷ ಜೆಡಿ ವ್ಯಾನ್ಸ್ ಮತ್ತು ವಿದೇಶಾಂಗ ಸಚಿವ ಮಾರ್ಕೊ ರುಬಿಯೊ ಅವರೊಂದಿಗೆ ಯುದ್ಧ ಕೊಠಡಿಯಲ್ಲಿ ಹಾಜರಿದ್ದರು ಎಂದು ಶ್ವೇತಭವನ ಬಿಡುಗಡೆ ಮಾಡಿದ ಚಿತ್ರಗಳು ತೋರಿಸುತ್ತವೆ. ಟ್ರಂಪ್ ತಮ್ಮ ಟ್ರೂತ್ ಸೋಶಿಯಲ್‌ನಲ್ಲಿ ಫೋರ್ಡೋ ಮೂಲಕ ಇರಾನ್‌ನ ಪರಮಾಣು ತಾಣಗಳ ಮೇಲಿನ ದಾಳಿಯ ಬಗ್ಗೆ ಮಾಹಿತಿ ನೀಡಿದರು. <box>338 250 541 478</box>
bottom-col4-body: ಫೋರ್ಡೋ ಮೇಲೆ ಪೂರ್ಣ ಪ್ರಮಾಣದ ಪೇಲೋಡ್ ಹೊಂದಿದ ಬಾಂಬ್ ದಾಳಿ ನಡೆಸಲಾಗಿದೆ. ಅಮೆರಿಕದ ಮಿಲಿಟರಿ ಮಾತ್ರ ಹೀಗೆ ಮಾಡಬಲ್ಲದು ಎಂದು ಟ್ರಂಪ್ ಹೇಳಿದ್ದಾರೆ. <box>935 1478 1215 1522</box>
divider <box>1222 1476 1223 2403</box>
section-rule-2 <box>8 1468 1519 1469</box>
bottom-col4-title-2: ಒಮಿಕ್ರಾನ್ ಬಗ್ಗೆ ಎಚ್ಚರ! <box>993 1818 1158 1842</box>
strip-head: ಮೊದಲನೇ ಪುಟದಿಂದ... <box>621 1477 929 1507</box>
